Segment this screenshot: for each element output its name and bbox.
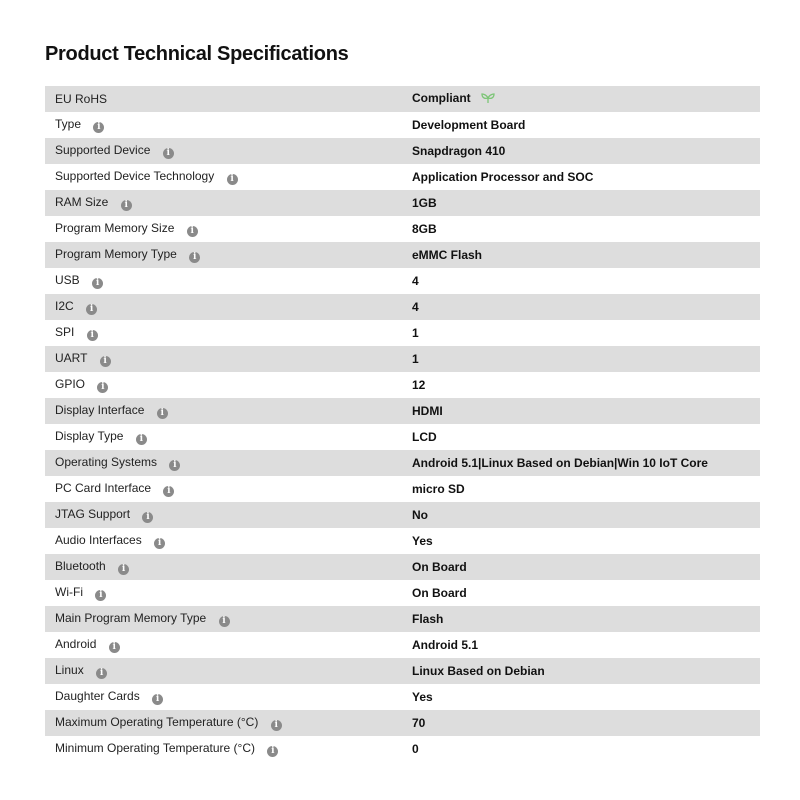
info-icon[interactable]: i [271, 720, 282, 731]
spec-row [45, 216, 760, 242]
info-icon[interactable]: i [136, 434, 147, 445]
spec-value-cell [412, 294, 760, 320]
spec-row [45, 190, 760, 216]
info-icon[interactable]: i [154, 538, 165, 549]
spec-row [45, 502, 760, 528]
spec-value: LCD [412, 430, 437, 444]
spec-label: RAM Size [55, 195, 109, 209]
spec-row [45, 658, 760, 684]
info-icon[interactable]: i [118, 564, 129, 575]
spec-label: Daughter Cards [55, 689, 140, 703]
spec-label-cell [45, 606, 412, 632]
spec-value: No [412, 508, 428, 522]
info-icon[interactable]: i [100, 356, 111, 367]
spec-label-cell [45, 684, 412, 710]
spec-row [45, 268, 760, 294]
spec-row [45, 554, 760, 580]
spec-label-cell [45, 190, 412, 216]
spec-label-cell [45, 320, 412, 346]
spec-label-cell [45, 372, 412, 398]
info-icon[interactable]: i [219, 616, 230, 627]
spec-value: micro SD [412, 482, 465, 496]
spec-label-cell [45, 736, 412, 762]
spec-value: 1 [412, 352, 419, 366]
spec-value: Compliant [412, 91, 471, 105]
spec-label-cell [45, 268, 412, 294]
spec-label: Maximum Operating Temperature (°C) [55, 715, 259, 729]
info-icon[interactable]: i [121, 200, 132, 211]
spec-label-cell [45, 528, 412, 554]
spec-value: 12 [412, 378, 426, 392]
spec-value: Flash [412, 612, 444, 626]
info-icon[interactable]: i [87, 330, 98, 341]
spec-label: Operating Systems [55, 455, 158, 469]
spec-table [45, 86, 760, 762]
spec-label: Display Interface [55, 403, 145, 417]
spec-label-cell [45, 138, 412, 164]
info-icon[interactable]: i [163, 486, 174, 497]
spec-value-cell [412, 138, 760, 164]
info-icon[interactable]: i [96, 668, 107, 679]
info-icon[interactable]: i [163, 148, 174, 159]
spec-value-cell [412, 528, 760, 554]
spec-label-cell [45, 424, 412, 450]
spec-label-cell [45, 658, 412, 684]
spec-row [45, 424, 760, 450]
spec-value-cell [412, 190, 760, 216]
spec-row [45, 398, 760, 424]
spec-label-cell [45, 710, 412, 736]
spec-value-cell [412, 216, 760, 242]
spec-label: Program Memory Size [55, 221, 175, 235]
spec-value: Application Processor and SOC [412, 170, 594, 184]
spec-value-cell [412, 372, 760, 398]
spec-label: Supported Device Technology [55, 169, 215, 183]
spec-label: Type [55, 117, 82, 131]
spec-label: SPI [55, 325, 75, 339]
spec-label: JTAG Support [55, 507, 131, 521]
info-icon[interactable]: i [227, 174, 238, 185]
spec-label: UART [55, 351, 88, 365]
spec-row [45, 86, 760, 112]
spec-value: On Board [412, 560, 467, 574]
spec-row [45, 320, 760, 346]
spec-value: Yes [412, 690, 433, 704]
spec-label: USB [55, 273, 80, 287]
spec-label-cell [45, 502, 412, 528]
spec-value-cell [412, 658, 760, 684]
spec-value-cell [412, 164, 760, 190]
spec-label: Main Program Memory Type [55, 611, 207, 625]
spec-value-cell [412, 424, 760, 450]
spec-value: 0 [412, 742, 419, 756]
spec-value-cell [412, 736, 760, 762]
spec-value: HDMI [412, 404, 443, 418]
spec-label-cell [45, 294, 412, 320]
spec-label-cell [45, 164, 412, 190]
spec-value-cell [412, 476, 760, 502]
spec-value: eMMC Flash [412, 248, 483, 262]
spec-label-cell [45, 580, 412, 606]
spec-value-cell [412, 450, 760, 476]
spec-value-cell [412, 606, 760, 632]
spec-value-cell [412, 86, 760, 112]
spec-value: 4 [412, 300, 419, 314]
spec-row [45, 112, 760, 138]
spec-value: 8GB [412, 222, 437, 236]
spec-row [45, 684, 760, 710]
spec-value: Android 5.1|Linux Based on Debian|Win 10 IoT Core [412, 456, 708, 470]
spec-label: Bluetooth [55, 559, 106, 573]
info-icon[interactable]: i [169, 460, 180, 471]
spec-label-cell [45, 242, 412, 268]
info-icon[interactable]: i [92, 278, 103, 289]
info-icon[interactable]: i [187, 226, 198, 237]
spec-label-cell [45, 86, 412, 112]
info-icon[interactable]: i [157, 408, 168, 419]
spec-row [45, 450, 760, 476]
spec-label: Audio Interfaces [55, 533, 142, 547]
spec-label-cell [45, 398, 412, 424]
spec-row [45, 294, 760, 320]
info-icon[interactable]: i [86, 304, 97, 315]
spec-label: Display Type [55, 429, 124, 443]
spec-value-cell [412, 684, 760, 710]
spec-row [45, 346, 760, 372]
spec-row [45, 476, 760, 502]
spec-label: Minimum Operating Temperature (°C) [55, 741, 255, 755]
spec-row [45, 164, 760, 190]
spec-value-cell [412, 112, 760, 138]
spec-label-cell [45, 476, 412, 502]
spec-value-cell [412, 710, 760, 736]
info-icon[interactable]: i [152, 694, 163, 705]
spec-label: PC Card Interface [55, 481, 152, 495]
info-icon[interactable]: i [109, 642, 120, 653]
spec-value-cell [412, 346, 760, 372]
spec-row [45, 242, 760, 268]
spec-label-cell [45, 112, 412, 138]
spec-label: EU RoHS [55, 92, 108, 106]
spec-label: Supported Device [55, 143, 151, 157]
spec-row [45, 580, 760, 606]
spec-label: Wi-Fi [55, 585, 83, 599]
spec-label: GPIO [55, 377, 86, 391]
spec-row [45, 710, 760, 736]
spec-value: On Board [412, 586, 467, 600]
spec-label-cell [45, 554, 412, 580]
spec-value-cell [412, 268, 760, 294]
spec-value: Development Board [412, 118, 526, 132]
spec-value: 4 [412, 274, 419, 288]
info-icon[interactable]: i [95, 590, 106, 601]
spec-label-cell [45, 450, 412, 476]
spec-row [45, 528, 760, 554]
spec-row [45, 632, 760, 658]
spec-value-cell [412, 632, 760, 658]
spec-value: Snapdragon 410 [412, 144, 506, 158]
spec-value-cell [412, 580, 760, 606]
spec-value: 70 [412, 716, 426, 730]
info-icon[interactable]: i [267, 746, 278, 757]
info-icon[interactable]: i [97, 382, 108, 393]
spec-value-cell [412, 242, 760, 268]
spec-row [45, 372, 760, 398]
info-icon[interactable]: i [142, 512, 153, 523]
spec-value: Yes [412, 534, 433, 548]
spec-row [45, 736, 760, 762]
spec-label: Android [55, 637, 97, 651]
spec-value: 1 [412, 326, 419, 340]
spec-label: I2C [55, 299, 74, 313]
spec-value: 1GB [412, 196, 437, 210]
info-icon[interactable]: i [189, 252, 200, 263]
spec-label: Program Memory Type [55, 247, 177, 261]
spec-value-cell [412, 320, 760, 346]
spec-label-cell [45, 632, 412, 658]
spec-value-cell [412, 554, 760, 580]
spec-label: Linux [55, 663, 84, 677]
spec-label-cell [45, 346, 412, 372]
info-icon[interactable]: i [93, 122, 104, 133]
spec-row [45, 606, 760, 632]
spec-value-cell [412, 398, 760, 424]
spec-row [45, 138, 760, 164]
spec-value: Linux Based on Debian [412, 664, 545, 678]
page-title: Product Technical Specifications [45, 43, 349, 65]
spec-value: Android 5.1 [412, 638, 479, 652]
spec-label-cell [45, 216, 412, 242]
leaf-icon [481, 93, 495, 107]
spec-value-cell [412, 502, 760, 528]
